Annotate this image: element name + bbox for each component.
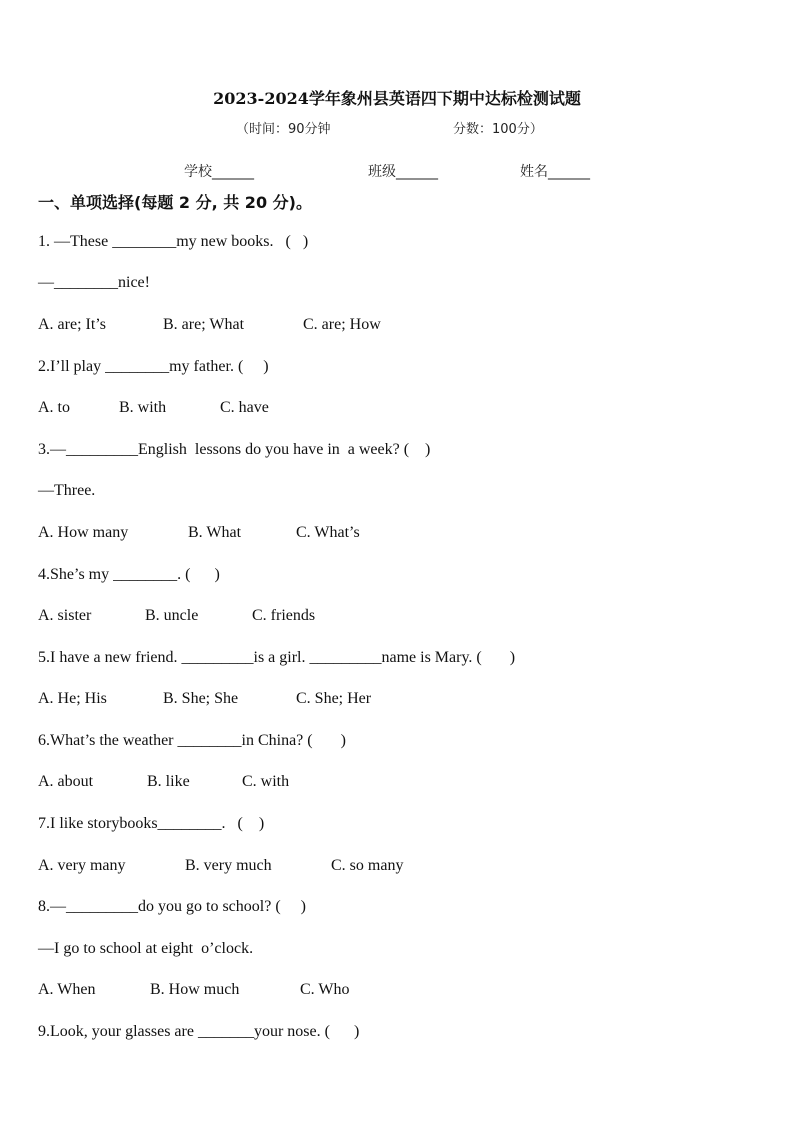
question-6-option-b: B. like bbox=[147, 773, 190, 790]
question-5-stem: 5.I have a new friend. _________is a girl. _________name is Mary. ( ) bbox=[38, 649, 516, 666]
question-3-reply: —Three. bbox=[38, 482, 96, 499]
question-3-stem: 3.—_________English lessons do you have in a week? ( ) bbox=[38, 441, 431, 458]
question-7-option-a: A. very many bbox=[38, 857, 126, 874]
question-4-option-a: A. sister bbox=[38, 607, 92, 624]
question-5-option-a: A. He; His bbox=[38, 690, 107, 707]
question-4-stem: 4.She’s my ________. ( ) bbox=[38, 566, 220, 583]
question-3-option-a: A. How many bbox=[38, 524, 129, 541]
class-field: 班级______ bbox=[368, 164, 438, 180]
question-2-option-a: A. to bbox=[38, 399, 70, 416]
question-4-option-c: C. friends bbox=[252, 607, 316, 624]
question-6-stem: 6.What’s the weather ________in China? ( ) bbox=[38, 732, 346, 749]
section-heading: 一、单项选择(每题 2 分, 共 20 分)。 bbox=[38, 193, 312, 212]
question-7-option-b: B. very much bbox=[185, 857, 272, 874]
question-5-option-c: C. She; Her bbox=[296, 690, 372, 707]
question-2-option-c: C. have bbox=[220, 399, 269, 416]
question-4-option-b: B. uncle bbox=[145, 607, 199, 624]
question-8-stem: 8.—_________do you go to school? ( ) bbox=[38, 898, 306, 915]
school-field: 学校______ bbox=[184, 164, 254, 180]
exam-score: 分数：100分） bbox=[453, 122, 543, 137]
question-1-option-b: B. are; What bbox=[163, 316, 245, 333]
question-1-option-a: A. are; It’s bbox=[38, 316, 106, 333]
question-1-reply: —________nice! bbox=[38, 274, 150, 291]
question-2-stem: 2.I’ll play ________my father. ( ) bbox=[38, 358, 269, 375]
question-7-option-c: C. so many bbox=[331, 857, 404, 874]
question-1-option-c: C. are; How bbox=[303, 316, 381, 333]
question-3-option-b: B. What bbox=[188, 524, 242, 541]
question-1-stem: 1. —These ________my new books. ( ) bbox=[38, 233, 309, 250]
question-2-option-b: B. with bbox=[119, 399, 167, 416]
question-7-stem: 7.I like storybooks________. ( ) bbox=[38, 815, 265, 832]
name-field: 姓名______ bbox=[520, 164, 590, 180]
question-6-option-c: C. with bbox=[242, 773, 290, 790]
question-8-option-c: C. Who bbox=[300, 981, 350, 998]
exam-time: （时间：90分钟 bbox=[236, 122, 331, 137]
question-8-option-a: A. When bbox=[38, 981, 96, 998]
question-3-option-c: C. What’s bbox=[296, 524, 360, 541]
question-9-stem: 9.Look, your glasses are _______your nose. ( ) bbox=[38, 1023, 360, 1040]
question-8-reply: —I go to school at eight o’clock. bbox=[38, 940, 254, 957]
question-8-option-b: B. How much bbox=[150, 981, 240, 998]
exam-title: 2023-2024学年象州县英语四下期中达标检测试题 bbox=[213, 89, 581, 108]
question-6-option-a: A. about bbox=[38, 773, 94, 790]
question-5-option-b: B. She; She bbox=[163, 690, 239, 707]
